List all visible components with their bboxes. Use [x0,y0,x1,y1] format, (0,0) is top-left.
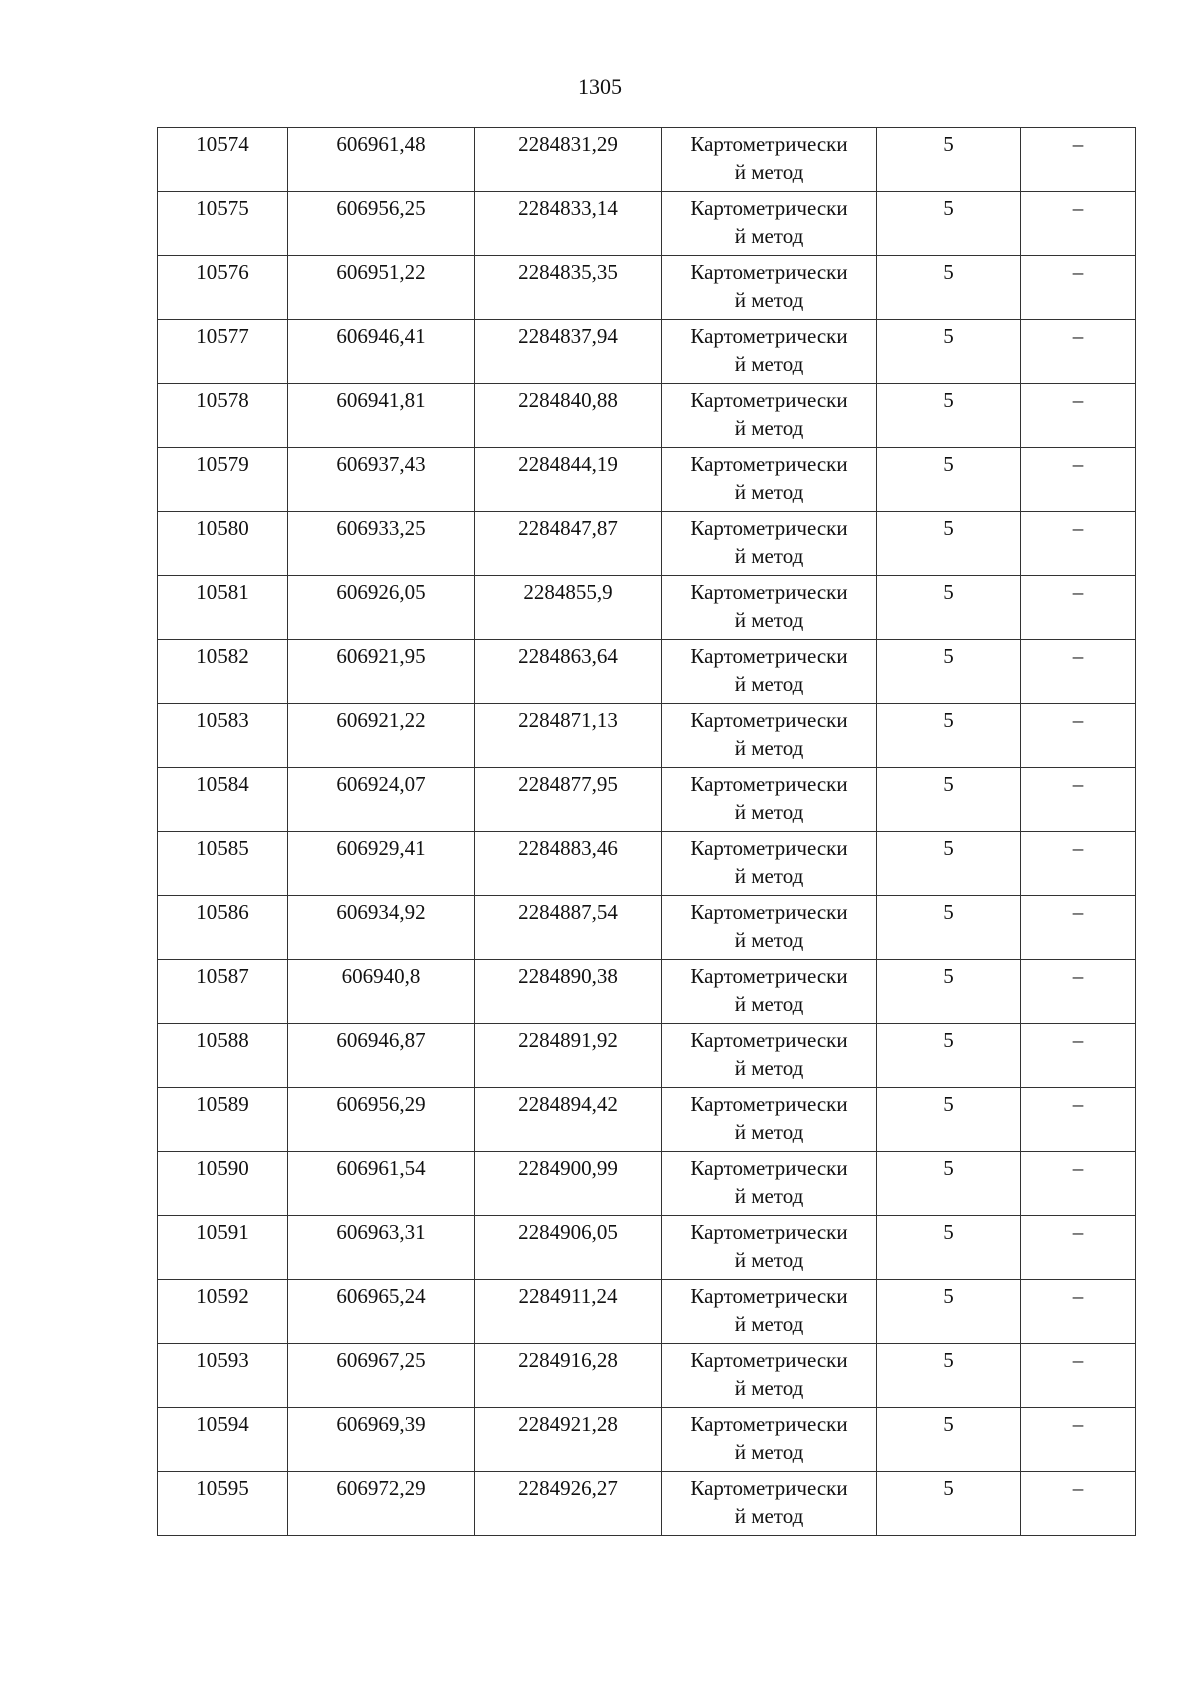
method-line-2: й метод [734,1376,804,1400]
accuracy-cell: 5 [877,832,1021,896]
method-line-1: Картометрически [690,708,848,732]
method-line-2: й метод [734,864,804,888]
accuracy-cell: 5 [877,192,1021,256]
method-cell [662,128,877,192]
method-line-1: Картометрически [690,196,848,220]
method-line-2: й метод [734,736,804,760]
method-cell [662,896,877,960]
accuracy-cell: 5 [877,768,1021,832]
method-line-2: й метод [734,352,804,376]
method-line-1: Картометрически [690,1412,848,1436]
y-coordinate-cell: 2284921,28 [475,1408,662,1472]
method-cell [662,1472,877,1536]
y-coordinate-cell: 2284890,38 [475,960,662,1024]
accuracy-cell: 5 [877,384,1021,448]
x-coordinate-cell: 606934,92 [288,896,475,960]
method-line-1: Картометрически [690,324,848,348]
x-coordinate-cell: 606951,22 [288,256,475,320]
coordinates-table-body [158,128,1136,1536]
y-coordinate-cell: 2284831,29 [475,128,662,192]
page-number: 1305 [578,74,622,99]
table-row [158,1024,1136,1088]
point-number-cell: 10589 [158,1088,288,1152]
method-line-2: й метод [734,608,804,632]
table-row [158,192,1136,256]
point-number-cell: 10574 [158,128,288,192]
x-coordinate-cell: 606969,39 [288,1408,475,1472]
x-coordinate-cell: 606940,8 [288,960,475,1024]
method-cell [662,256,877,320]
point-number-cell: 10588 [158,1024,288,1088]
table-row [158,896,1136,960]
y-coordinate-cell: 2284877,95 [475,768,662,832]
table-row [158,832,1136,896]
x-coordinate-cell: 606921,22 [288,704,475,768]
coordinates-table [157,127,1136,1536]
accuracy-cell: 5 [877,448,1021,512]
method-line-2: й метод [734,1504,804,1528]
method-line-1: Картометрически [690,452,848,476]
y-coordinate-cell: 2284855,9 [475,576,662,640]
method-cell [662,1216,877,1280]
y-coordinate-cell: 2284900,99 [475,1152,662,1216]
method-line-2: й метод [734,800,804,824]
y-coordinate-cell: 2284894,42 [475,1088,662,1152]
note-cell: – [1021,448,1136,512]
accuracy-cell: 5 [877,1408,1021,1472]
method-line-1: Картометрически [690,772,848,796]
note-cell: – [1021,1088,1136,1152]
accuracy-cell: 5 [877,1088,1021,1152]
accuracy-cell: 5 [877,256,1021,320]
method-cell [662,832,877,896]
method-line-1: Картометрически [690,900,848,924]
table-row [158,1408,1136,1472]
x-coordinate-cell: 606941,81 [288,384,475,448]
accuracy-cell: 5 [877,128,1021,192]
method-line-1: Картометрически [690,388,848,412]
method-line-1: Картометрически [690,1284,848,1308]
method-line-1: Картометрически [690,1156,848,1180]
x-coordinate-cell: 606972,29 [288,1472,475,1536]
point-number-cell: 10591 [158,1216,288,1280]
method-line-1: Картометрически [690,644,848,668]
method-line-1: Картометрически [690,1092,848,1116]
method-line-2: й метод [734,160,804,184]
note-cell: – [1021,1152,1136,1216]
point-number-cell: 10581 [158,576,288,640]
table-row [158,576,1136,640]
accuracy-cell: 5 [877,512,1021,576]
note-cell: – [1021,1216,1136,1280]
table-row [158,1152,1136,1216]
table-row [158,768,1136,832]
accuracy-cell: 5 [877,896,1021,960]
method-line-2: й метод [734,1120,804,1144]
point-number-cell: 10585 [158,832,288,896]
y-coordinate-cell: 2284883,46 [475,832,662,896]
y-coordinate-cell: 2284840,88 [475,384,662,448]
note-cell: – [1021,192,1136,256]
method-line-2: й метод [734,1184,804,1208]
y-coordinate-cell: 2284847,87 [475,512,662,576]
y-coordinate-cell: 2284891,92 [475,1024,662,1088]
note-cell: – [1021,576,1136,640]
y-coordinate-cell: 2284911,24 [475,1280,662,1344]
x-coordinate-cell: 606967,25 [288,1344,475,1408]
note-cell: – [1021,1280,1136,1344]
point-number-cell: 10593 [158,1344,288,1408]
table-row [158,320,1136,384]
point-number-cell: 10590 [158,1152,288,1216]
note-cell: – [1021,1024,1136,1088]
point-number-cell: 10595 [158,1472,288,1536]
method-line-1: Картометрически [690,1476,848,1500]
point-number-cell: 10586 [158,896,288,960]
note-cell: – [1021,1408,1136,1472]
y-coordinate-cell: 2284916,28 [475,1344,662,1408]
method-line-1: Картометрически [690,1220,848,1244]
y-coordinate-cell: 2284926,27 [475,1472,662,1536]
table-row [158,1216,1136,1280]
method-line-1: Картометрически [690,1028,848,1052]
method-line-2: й метод [734,928,804,952]
x-coordinate-cell: 606961,48 [288,128,475,192]
method-line-2: й метод [734,544,804,568]
x-coordinate-cell: 606926,05 [288,576,475,640]
accuracy-cell: 5 [877,640,1021,704]
method-line-1: Картометрически [690,132,848,156]
table-row [158,1472,1136,1536]
x-coordinate-cell: 606924,07 [288,768,475,832]
point-number-cell: 10584 [158,768,288,832]
method-cell [662,704,877,768]
x-coordinate-cell: 606946,41 [288,320,475,384]
method-cell [662,640,877,704]
note-cell: – [1021,704,1136,768]
note-cell: – [1021,512,1136,576]
point-number-cell: 10575 [158,192,288,256]
y-coordinate-cell: 2284887,54 [475,896,662,960]
method-line-1: Картометрически [690,580,848,604]
method-line-1: Картометрически [690,1348,848,1372]
note-cell: – [1021,896,1136,960]
method-cell [662,192,877,256]
table-row [158,1344,1136,1408]
note-cell: – [1021,832,1136,896]
method-cell [662,960,877,1024]
table-row [158,128,1136,192]
accuracy-cell: 5 [877,1216,1021,1280]
y-coordinate-cell: 2284833,14 [475,192,662,256]
accuracy-cell: 5 [877,1344,1021,1408]
point-number-cell: 10577 [158,320,288,384]
point-number-cell: 10582 [158,640,288,704]
accuracy-cell: 5 [877,1024,1021,1088]
accuracy-cell: 5 [877,1280,1021,1344]
table-row [158,960,1136,1024]
table-row [158,384,1136,448]
point-number-cell: 10580 [158,512,288,576]
x-coordinate-cell: 606921,95 [288,640,475,704]
method-line-1: Картометрически [690,836,848,860]
method-cell [662,1152,877,1216]
point-number-cell: 10576 [158,256,288,320]
method-line-2: й метод [734,416,804,440]
note-cell: – [1021,384,1136,448]
note-cell: – [1021,1472,1136,1536]
x-coordinate-cell: 606933,25 [288,512,475,576]
point-number-cell: 10578 [158,384,288,448]
note-cell: – [1021,768,1136,832]
y-coordinate-cell: 2284871,13 [475,704,662,768]
method-line-2: й метод [734,992,804,1016]
x-coordinate-cell: 606956,25 [288,192,475,256]
table-row [158,704,1136,768]
method-cell [662,576,877,640]
point-number-cell: 10587 [158,960,288,1024]
x-coordinate-cell: 606929,41 [288,832,475,896]
method-cell [662,1280,877,1344]
x-coordinate-cell: 606961,54 [288,1152,475,1216]
note-cell: – [1021,640,1136,704]
accuracy-cell: 5 [877,704,1021,768]
table-row [158,448,1136,512]
table-row [158,1088,1136,1152]
method-cell [662,320,877,384]
method-line-1: Картометрически [690,964,848,988]
x-coordinate-cell: 606963,31 [288,1216,475,1280]
note-cell: – [1021,1344,1136,1408]
accuracy-cell: 5 [877,320,1021,384]
y-coordinate-cell: 2284835,35 [475,256,662,320]
method-line-2: й метод [734,1312,804,1336]
method-line-2: й метод [734,288,804,312]
method-line-2: й метод [734,1056,804,1080]
accuracy-cell: 5 [877,576,1021,640]
method-cell [662,1088,877,1152]
method-line-2: й метод [734,672,804,696]
table-row [158,640,1136,704]
point-number-cell: 10583 [158,704,288,768]
method-line-2: й метод [734,1248,804,1272]
y-coordinate-cell: 2284863,64 [475,640,662,704]
table-row [158,1280,1136,1344]
table-row [158,512,1136,576]
method-line-2: й метод [734,1440,804,1464]
y-coordinate-cell: 2284844,19 [475,448,662,512]
note-cell: – [1021,256,1136,320]
method-line-1: Картометрически [690,260,848,284]
method-line-2: й метод [734,480,804,504]
x-coordinate-cell: 606937,43 [288,448,475,512]
accuracy-cell: 5 [877,1472,1021,1536]
x-coordinate-cell: 606956,29 [288,1088,475,1152]
method-cell [662,384,877,448]
accuracy-cell: 5 [877,960,1021,1024]
note-cell: – [1021,960,1136,1024]
method-cell [662,768,877,832]
accuracy-cell: 5 [877,1152,1021,1216]
method-cell [662,512,877,576]
point-number-cell: 10594 [158,1408,288,1472]
method-cell [662,1344,877,1408]
x-coordinate-cell: 606946,87 [288,1024,475,1088]
method-cell [662,448,877,512]
method-cell [662,1408,877,1472]
method-line-2: й метод [734,224,804,248]
point-number-cell: 10579 [158,448,288,512]
table-row [158,256,1136,320]
method-line-1: Картометрически [690,516,848,540]
method-cell [662,1024,877,1088]
x-coordinate-cell: 606965,24 [288,1280,475,1344]
y-coordinate-cell: 2284837,94 [475,320,662,384]
point-number-cell: 10592 [158,1280,288,1344]
y-coordinate-cell: 2284906,05 [475,1216,662,1280]
note-cell: – [1021,128,1136,192]
note-cell: – [1021,320,1136,384]
